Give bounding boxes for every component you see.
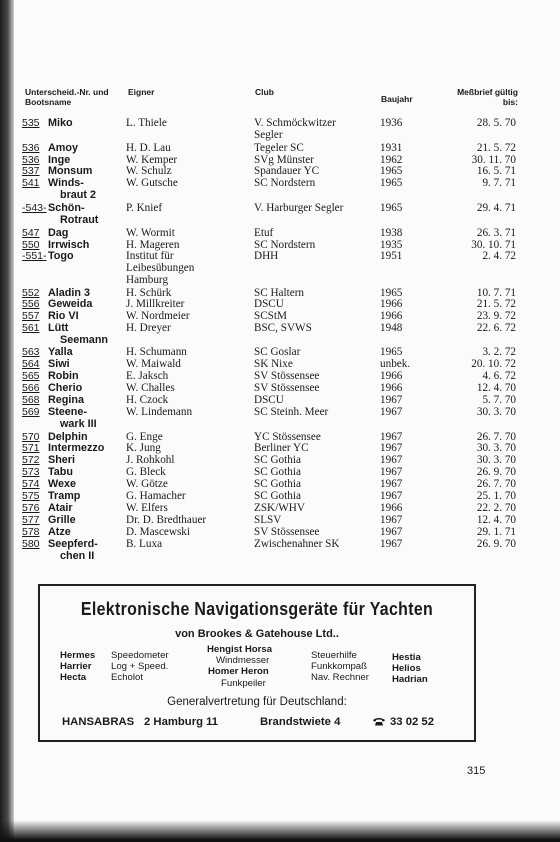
measurement-valid-until: 16. 5. 71 — [476, 165, 516, 177]
club-name: SC Goslar — [254, 346, 301, 358]
owner-name: W. Elfers — [126, 502, 168, 514]
boat-name: Inge — [48, 154, 71, 166]
boat-number: -543- — [22, 202, 47, 214]
measurement-valid-until: 29. 4. 71 — [476, 202, 516, 214]
boat-name: Miko — [48, 117, 73, 129]
ad-desc-log-speed: Log + Speed. — [111, 661, 169, 672]
boat-name: Atair — [48, 502, 73, 514]
ad-desc-funkpeiler: Funkpeiler — [221, 678, 266, 689]
ad-desc-nav-rechner: Nav. Rechner — [311, 672, 369, 683]
ad-title: Elektronische Navigationsgeräte für Yachten — [80, 598, 434, 619]
measurement-valid-until: 5. 7. 70 — [482, 394, 516, 406]
measurement-valid-until: 26. 9. 70 — [476, 466, 516, 478]
owner-name: H. Czock — [126, 394, 169, 406]
owner-name: E. Jaksch — [126, 370, 169, 382]
build-year: 1967 — [380, 514, 403, 526]
ad-product-hermes: Hermes — [60, 650, 96, 661]
owner-name: G. Hamacher — [126, 490, 186, 502]
owner-name: H. Schürk — [126, 287, 172, 299]
owner-name: W. Maiwald — [126, 358, 181, 370]
boat-number: 578 — [22, 526, 40, 538]
boat-number: 552 — [22, 287, 40, 299]
club-name: DSCU — [254, 394, 284, 406]
measurement-valid-until: 26. 7. 70 — [476, 478, 516, 490]
owner-name: J. Rohkohl — [126, 454, 175, 466]
ad-product-hengist-horsa: Hengist Horsa — [207, 644, 273, 655]
boat-name: Wexe — [48, 478, 77, 490]
boat-number: 537 — [22, 165, 40, 177]
book-spine-shadow — [0, 0, 14, 842]
ad-street: Brandstwiete 4 — [260, 716, 341, 728]
boat-name: wark III — [60, 418, 97, 430]
boat-name: Grille — [48, 514, 76, 526]
boat-name: Monsum — [48, 165, 93, 177]
measurement-valid-until: 12. 4. 70 — [476, 382, 516, 394]
ad-company: HANSABRAS — [62, 716, 135, 728]
owner-name: W. Challes — [126, 382, 175, 394]
ad-city: 2 Hamburg 11 — [144, 716, 219, 728]
club-name: SC Gothia — [254, 454, 301, 466]
club-name: ZSK/WHV — [254, 502, 305, 514]
owner-name: Leibesübungen — [126, 262, 195, 274]
ad-product-hadrian: Hadrian — [392, 674, 428, 685]
club-name: SV Stössensee — [254, 382, 320, 394]
measurement-valid-until: 2. 4. 72 — [482, 250, 516, 262]
boat-name: Rio VI — [48, 310, 79, 322]
measurement-valid-until: 26. 9. 70 — [476, 538, 516, 550]
boat-name: Rotraut — [60, 214, 99, 226]
owner-name: B. Luxa — [126, 538, 163, 550]
ad-product-helios: Helios — [392, 663, 421, 674]
page-number: 315 — [467, 765, 486, 777]
club-name: SC Nordstern — [254, 177, 316, 189]
club-name: SC Gothia — [254, 478, 301, 490]
club-name: SC Gothia — [254, 466, 301, 478]
boat-name: Atze — [48, 526, 71, 538]
boat-name: Siwi — [48, 358, 70, 370]
boat-number: 565 — [22, 370, 40, 382]
boat-name: Tabu — [48, 466, 73, 478]
boat-number: 547 — [22, 227, 40, 239]
build-year: 1966 — [380, 370, 403, 382]
owner-name: L. Thiele — [126, 117, 167, 129]
measurement-valid-until: 3. 2. 72 — [482, 346, 516, 358]
boat-number: -551- — [22, 250, 47, 262]
build-year: 1965 — [380, 177, 403, 189]
boat-name: Irrwisch — [48, 239, 90, 251]
measurement-valid-until: 30. 10. 71 — [471, 239, 516, 251]
ad-product-harrier: Harrier — [60, 661, 92, 672]
ad-generalvertretung: Generalvertretung für Deutschland: — [167, 696, 347, 708]
build-year: unbek. — [380, 358, 411, 370]
build-year: 1967 — [380, 431, 403, 443]
club-name: Etuf — [254, 227, 274, 239]
boat-number: 563 — [22, 346, 40, 358]
ad-subtitle: von Brookes & Gatehouse Ltd.. — [175, 628, 339, 640]
boat-name: Schön- — [48, 202, 85, 214]
club-name: DSCU — [254, 298, 284, 310]
build-year: 1966 — [380, 382, 403, 394]
measurement-valid-until: 9. 7. 71 — [482, 177, 516, 189]
ad-product-hestia: Hestia — [392, 652, 421, 663]
ad-desc-speedometer: Speedometer — [111, 650, 169, 661]
boat-name: braut 2 — [60, 189, 96, 201]
boat-name: Dag — [48, 227, 69, 239]
build-year: 1938 — [380, 227, 403, 239]
club-name: Segler — [254, 129, 283, 141]
owner-name: P. Knief — [126, 202, 163, 214]
boat-number: 571 — [22, 442, 40, 454]
owner-name: W. Wormit — [126, 227, 175, 239]
build-year: 1951 — [380, 250, 403, 262]
club-name: V. Harburger Segler — [254, 202, 344, 214]
boat-number: 580 — [22, 538, 40, 550]
owner-name: W. Götze — [126, 478, 168, 490]
boat-number: 574 — [22, 478, 40, 490]
boat-number: 557 — [22, 310, 40, 322]
boat-name: Amoy — [48, 142, 78, 154]
build-year: 1967 — [380, 526, 403, 538]
build-year: 1935 — [380, 239, 403, 251]
build-year: 1936 — [380, 117, 403, 129]
boat-number: 550 — [22, 239, 40, 251]
ad-phone — [372, 716, 434, 728]
build-year: 1966 — [380, 310, 403, 322]
measurement-valid-until: 30. 3. 70 — [476, 406, 516, 418]
measurement-valid-until: 25. 1. 70 — [476, 490, 516, 502]
boat-number: 564 — [22, 358, 40, 370]
boat-name: Aladin 3 — [48, 287, 90, 299]
build-year: 1967 — [380, 442, 403, 454]
club-name: SV Stössensee — [254, 370, 320, 382]
boat-name: Delphin — [48, 431, 88, 443]
build-year: 1967 — [380, 538, 403, 550]
header-nr-bootsname: Unterscheid.-Nr. und Bootsname — [25, 87, 109, 107]
build-year: 1948 — [380, 322, 403, 334]
ad-product-hecta: Hecta — [60, 672, 87, 683]
build-year: 1965 — [380, 287, 403, 299]
boat-name: Seemann — [60, 334, 109, 346]
club-name: BSC, SVWS — [254, 322, 312, 334]
club-name: Spandauer YC — [254, 165, 320, 177]
owner-name: H. Mageren — [126, 239, 180, 251]
club-name: Zwischenahner SK — [254, 538, 340, 550]
build-year: 1967 — [380, 478, 403, 490]
boat-number: 577 — [22, 514, 40, 526]
measurement-valid-until: 30. 3. 70 — [476, 442, 516, 454]
build-year: 1962 — [380, 154, 403, 166]
boat-number: 568 — [22, 394, 40, 406]
boat-name: Seepferd- — [48, 538, 98, 550]
boat-name: Regina — [48, 394, 84, 406]
telephone-icon — [372, 717, 386, 726]
boat-number: 536 — [22, 142, 40, 154]
owner-name: G. Bleck — [126, 466, 166, 478]
club-name: Berliner YC — [254, 442, 309, 454]
measurement-valid-until: 21. 5. 72 — [476, 298, 516, 310]
club-name: SK Nixe — [254, 358, 293, 370]
ad-desc-echolot: Echolot — [111, 672, 143, 683]
build-year: 1967 — [380, 466, 403, 478]
owner-name: D. Mascewski — [126, 526, 191, 538]
build-year: 1966 — [380, 502, 403, 514]
club-name: DHH — [254, 250, 279, 262]
ad-desc-steuerhilfe: Steuerhilfe — [311, 650, 357, 661]
measurement-valid-until: 22. 6. 72 — [476, 322, 516, 334]
measurement-valid-until: 23. 9. 72 — [476, 310, 516, 322]
club-name: Tegeler SC — [254, 142, 304, 154]
measurement-valid-until: 21. 5. 72 — [476, 142, 516, 154]
boat-number: 535 — [22, 117, 40, 129]
measurement-valid-until: 30. 11. 70 — [471, 154, 516, 166]
boat-name: Robin — [48, 370, 79, 382]
boat-number: 569 — [22, 406, 40, 418]
measurement-valid-until: 20. 10. 72 — [471, 358, 516, 370]
header-messbrief: Meßbrief gültig bis: — [457, 87, 518, 107]
boat-name: Yalla — [48, 346, 73, 358]
build-year: 1931 — [380, 142, 403, 154]
boat-name: Sheri — [48, 454, 76, 466]
boat-number: 572 — [22, 454, 40, 466]
boat-number: 576 — [22, 502, 40, 514]
owner-name: W. Gutsche — [126, 177, 178, 189]
boat-name: chen II — [60, 550, 95, 562]
club-name: SCStM — [254, 310, 287, 322]
ad-product-homer-heron: Homer Heron — [208, 666, 269, 677]
owner-name: W. Kemper — [126, 154, 178, 166]
club-name: V. Schmöckwitzer — [254, 117, 336, 129]
owner-name: Institut für — [126, 250, 174, 262]
build-year: 1965 — [380, 202, 403, 214]
build-year: 1967 — [380, 454, 403, 466]
measurement-valid-until: 12. 4. 70 — [476, 514, 516, 526]
build-year: 1965 — [380, 165, 403, 177]
boat-number: 556 — [22, 298, 40, 310]
club-name: SLSV — [254, 514, 282, 526]
club-name: SC Steinh. Meer — [254, 406, 329, 418]
build-year: 1965 — [380, 346, 403, 358]
owner-name: Hamburg — [126, 274, 169, 286]
owner-name: J. Millkreiter — [126, 298, 185, 310]
boat-number: 566 — [22, 382, 40, 394]
measurement-valid-until: 29. 1. 71 — [476, 526, 516, 538]
header-eigner: Eigner — [128, 87, 155, 97]
build-year: 1967 — [380, 394, 403, 406]
boat-number: 536 — [22, 154, 40, 166]
measurement-valid-until: 22. 2. 70 — [476, 502, 516, 514]
owner-name: K. Jung — [126, 442, 161, 454]
club-name: SC Nordstern — [254, 239, 316, 251]
owner-name: H. Dreyer — [126, 322, 171, 334]
owner-name: W. Nordmeier — [126, 310, 190, 322]
owner-name: W. Schulz — [126, 165, 172, 177]
measurement-valid-until: 10. 7. 71 — [476, 287, 516, 299]
boat-number: 541 — [22, 177, 40, 189]
owner-name: W. Lindemann — [126, 406, 193, 418]
measurement-valid-until: 4. 6. 72 — [482, 370, 516, 382]
club-name: SC Haltern — [254, 287, 305, 299]
boat-number: 573 — [22, 466, 40, 478]
club-name: SC Gothia — [254, 490, 301, 502]
club-name: SVg Münster — [254, 154, 314, 166]
advertisement-box — [38, 584, 476, 742]
boat-name: Intermezzo — [48, 442, 105, 454]
owner-name: G. Enge — [126, 431, 163, 443]
measurement-valid-until: 26. 7. 70 — [476, 431, 516, 443]
boat-number: 570 — [22, 431, 40, 443]
boat-name: Lütt — [48, 322, 69, 334]
measurement-valid-until: 30. 3. 70 — [476, 454, 516, 466]
header-club: Club — [255, 87, 274, 97]
owner-name: Dr. D. Bredthauer — [126, 514, 207, 526]
boat-name: Togo — [48, 250, 74, 262]
build-year: 1967 — [380, 490, 403, 502]
ad-phone-number: 33 02 52 — [390, 716, 434, 728]
bottom-edge-shadow — [0, 820, 560, 842]
boat-number: 575 — [22, 490, 40, 502]
ad-desc-funkkompass: Funkkompaß — [311, 661, 367, 672]
header-baujahr: Baujahr — [381, 94, 413, 104]
measurement-valid-until: 26. 3. 71 — [476, 227, 516, 239]
boat-name: Geweida — [48, 298, 93, 310]
build-year: 1966 — [380, 298, 403, 310]
boat-name: Steene- — [48, 406, 88, 418]
build-year: 1967 — [380, 406, 403, 418]
club-name: SV Stössensee — [254, 526, 320, 538]
measurement-valid-until: 28. 5. 70 — [476, 117, 516, 129]
boat-name: Winds- — [48, 177, 84, 189]
owner-name: H. D. Lau — [126, 142, 171, 154]
club-name: YC Stössensee — [254, 431, 321, 443]
boat-name: Tramp — [48, 490, 81, 502]
ad-desc-windmesser: Windmesser — [216, 655, 270, 666]
boat-number: 561 — [22, 322, 40, 334]
boat-name: Cherio — [48, 382, 83, 394]
owner-name: H. Schumann — [126, 346, 187, 358]
